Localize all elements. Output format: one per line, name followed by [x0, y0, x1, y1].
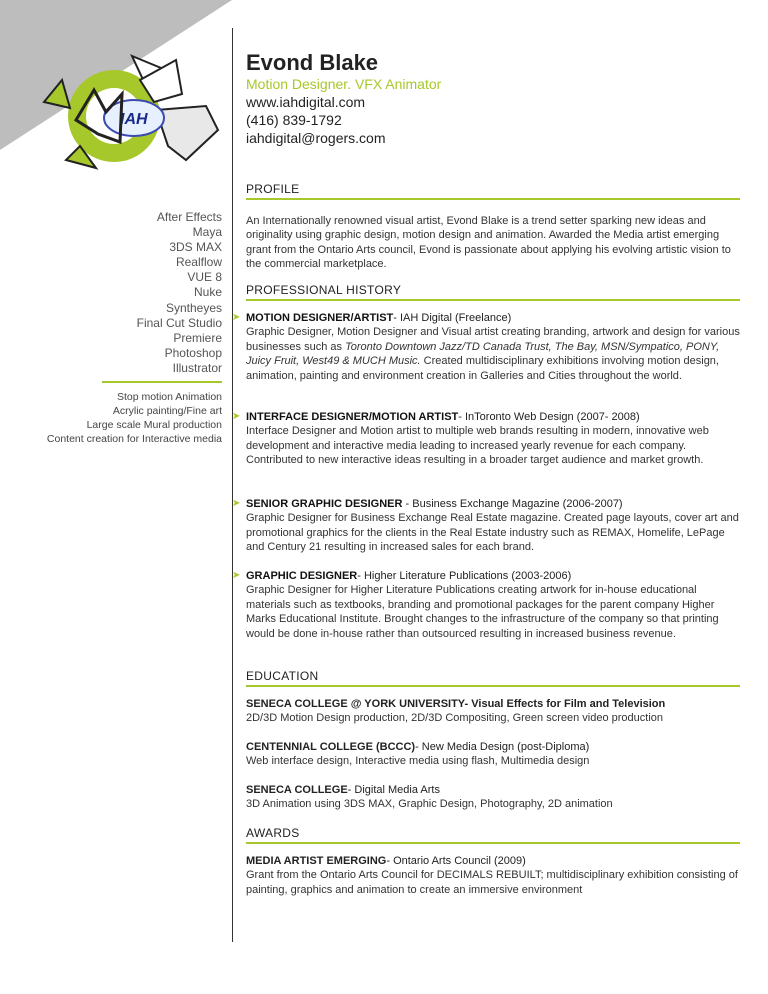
job-role: GRAPHIC DESIGNER: [246, 570, 358, 582]
job-entry: [232, 311, 740, 383]
education-entry: [246, 697, 740, 726]
bullet-arrow-icon: ➤: [232, 498, 241, 509]
skill-item: Premiere: [173, 330, 222, 345]
job-description: Graphic Designer for Business Exchange Real Estate magazine. Created page layouts, cover art and promotional graphics for the clients in the Real Estate industry such as REMAX, Homelife, LePage and Century 21 resulting in increased sales for each brand.: [246, 512, 739, 554]
job-entry: [232, 497, 740, 555]
bullet-arrow-icon: ➤: [232, 570, 241, 581]
section-heading: AWARDS: [246, 826, 740, 844]
history-section: [246, 283, 740, 301]
job-header: [232, 497, 740, 511]
award-header: MEDIA ARTIST EMERGING- Ontario Arts Council (2009): [246, 855, 526, 867]
extra-item: Content creation for Interactive media: [46, 433, 222, 445]
job-title: Motion Designer. VFX Animator: [246, 76, 442, 92]
job-description: Graphic Designer for Higher Literature Publications creating artwork for in-house educational materials such as textbooks, branding and promotional packages for the parent company Higher Marks Educational Institute. Brought changes to the infrastructure of the company so that printing would be done in-house rather than outsourced resulting in increased business revenue.: [246, 584, 719, 640]
job-org: - Business Exchange Magazine (2006-2007): [402, 498, 623, 510]
vertical-divider: [232, 28, 233, 942]
awards-section: [246, 826, 740, 844]
education-header: SENECA COLLEGE- Digital Media Arts: [246, 784, 440, 796]
education-header: CENTENNIAL COLLEGE (BCCC)- New Media Design (post-Diploma): [246, 741, 590, 753]
job-header: [232, 569, 740, 583]
job-role: SENIOR GRAPHIC DESIGNER: [246, 498, 403, 510]
job-role: MOTION DESIGNER/ARTIST: [246, 312, 394, 324]
phone-number: (416) 839-1792: [246, 112, 342, 128]
person-name: Evond Blake: [246, 50, 379, 75]
skill-item: Realflow: [175, 255, 222, 270]
logo-text: IAH: [120, 111, 148, 128]
sidebar-separator: [102, 381, 222, 383]
website-link[interactable]: www.iahdigital.com: [246, 94, 366, 110]
skill-item: Illustrator: [172, 360, 222, 375]
section-heading: PROFILE: [246, 182, 740, 200]
education-section: [246, 669, 740, 687]
skill-item: Final Cut Studio: [136, 315, 222, 330]
job-header: [232, 410, 740, 424]
education-header: SENECA COLLEGE @ YORK UNIVERSITY- Visual Effects for Film and Television: [246, 698, 666, 710]
skill-item: Maya: [192, 225, 222, 240]
bullet-arrow-icon: ➤: [232, 411, 241, 422]
job-org: - InToronto Web Design (2007- 2008): [458, 411, 640, 423]
education-entry: [246, 783, 740, 812]
extras-list: [0, 390, 222, 446]
education-description: 3D Animation using 3DS MAX, Graphic Design, Photography, 2D animation: [246, 798, 613, 811]
job-description: Interface Designer and Motion artist to multiple web brands resulting in modern, innovative web development and interactive media leading to increased yearly revenue for each company. Contributed to new interactive ideas resulting in a broader target audience and market growth.: [246, 425, 709, 467]
extra-item: Large scale Mural production: [86, 419, 222, 431]
skill-item: 3DS MAX: [169, 240, 222, 255]
bullet-arrow-icon: ➤: [232, 312, 241, 323]
award-description: Grant from the Ontario Arts Council for DECIMALS REBUILT; multidisciplinary exhibition consisting of painting, graphics and animation to create an immersive environment: [246, 869, 738, 896]
skills-list: [22, 210, 222, 376]
skill-item: After Effects: [156, 210, 222, 224]
job-description: Graphic Designer, Motion Designer and Visual artist creating branding, artwork and design for various businesses such as Toronto Downtown Jazz/TD Canada Trust, The Bay, MSN/Sympatico, PONY, Juicy Fruit, West49 & MUCH Music. Created multidisciplinary exhibitions involving motion design, animation, painting and environment creation in Galleries and Cities throughout the world.: [246, 326, 740, 382]
job-header: [232, 311, 740, 325]
extra-item: Stop motion Animation: [116, 391, 222, 403]
profile-section: [246, 182, 740, 272]
job-role: INTERFACE DESIGNER/MOTION ARTIST: [246, 411, 459, 423]
profile-text: An Internationally renowned visual artist, Evond Blake is a trend setter sparking new ideas and originality using graphic design, motion design and animation. Awarded the Media artist emerging grant from the Ontario Arts council, Evond is passionate about applying his evolving artistic vision to the commercial marketplace.: [246, 215, 731, 271]
skill-item: Nuke: [193, 285, 222, 300]
section-heading: EDUCATION: [246, 669, 740, 687]
education-entry: [246, 740, 740, 769]
skill-item: Syntheyes: [165, 300, 222, 315]
job-org: - IAH Digital (Freelance): [393, 312, 512, 324]
skill-item: Photoshop: [164, 345, 222, 360]
section-heading: PROFESSIONAL HISTORY: [246, 283, 740, 301]
education-description: 2D/3D Motion Design production, 2D/3D Compositing, Green screen video production: [246, 712, 663, 725]
award-entry: [246, 854, 740, 897]
job-entry: [232, 410, 740, 468]
extra-item: Acrylic painting/Fine art: [112, 405, 222, 417]
iah-logo-icon: [36, 50, 226, 180]
education-description: Web interface design, Interactive media using flash, Multimedia design: [246, 755, 590, 768]
email-link[interactable]: iahdigital@rogers.com: [246, 130, 386, 146]
job-entry: [232, 569, 740, 641]
skill-item: VUE 8: [187, 270, 222, 285]
job-org: - Higher Literature Publications (2003-2006): [357, 570, 572, 582]
